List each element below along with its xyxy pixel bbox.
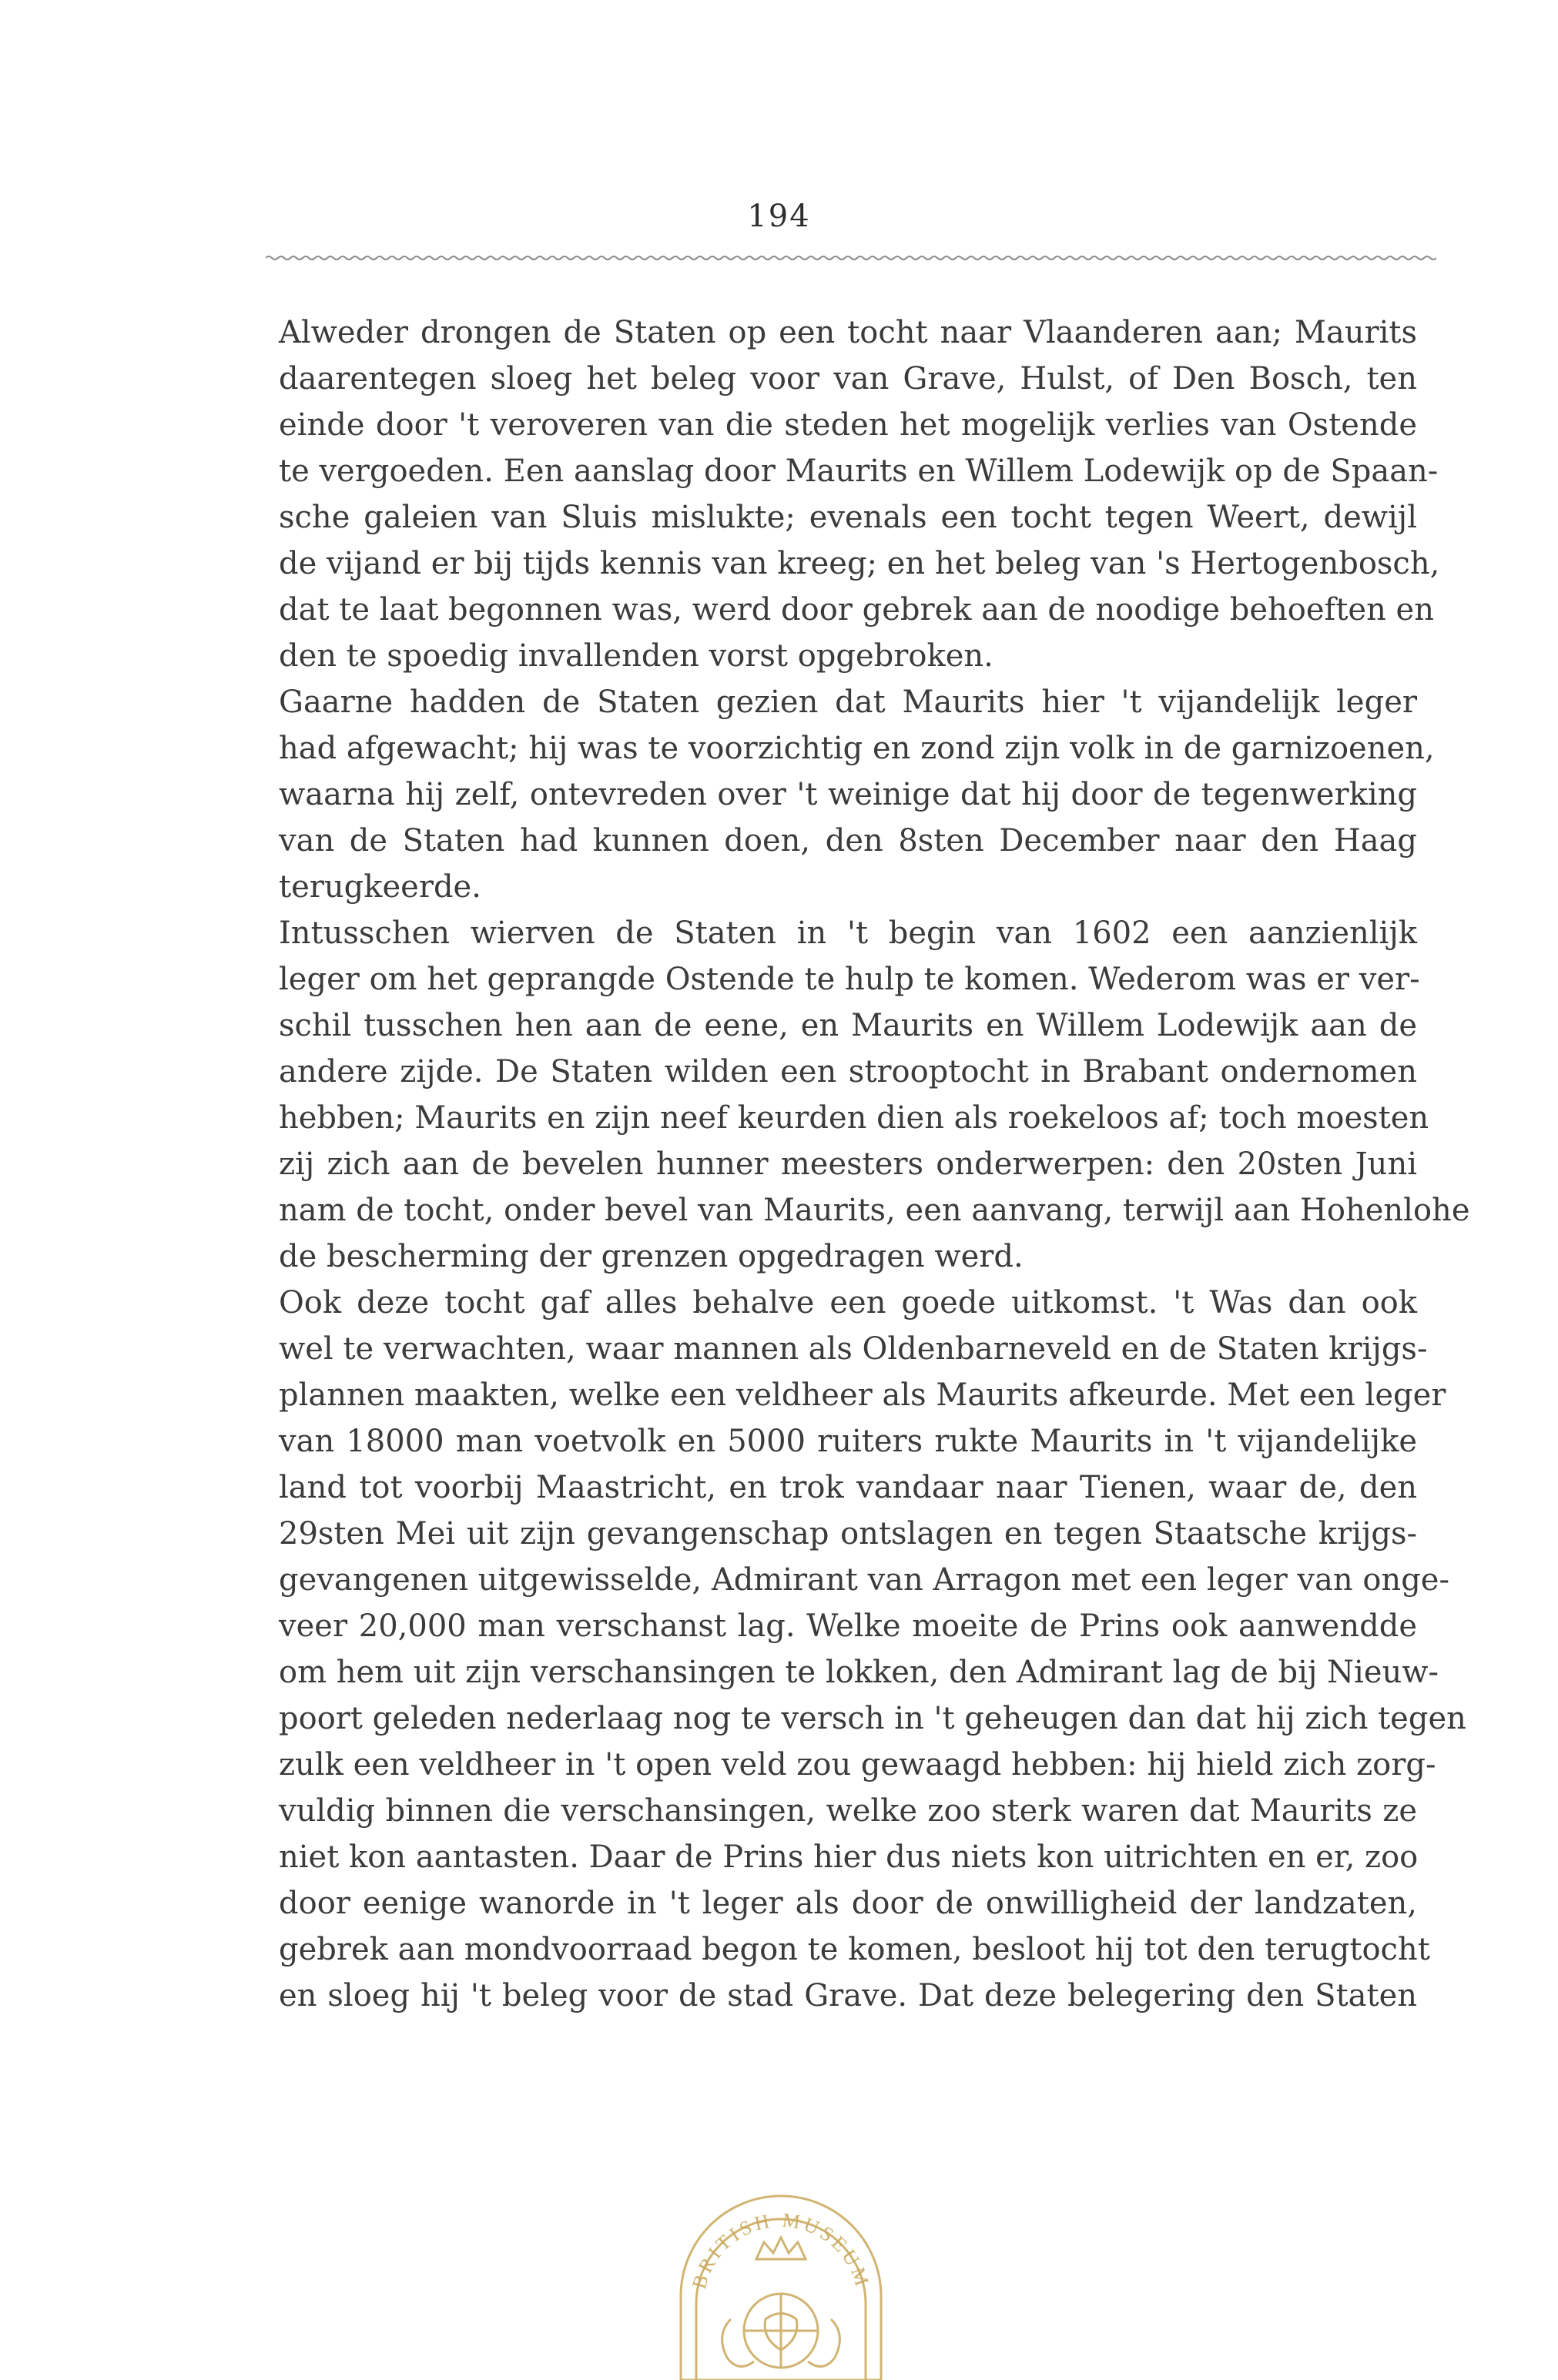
text-line: Gaarne hadden de Staten gezien dat Maurits hier 't vijandelijk leger — [279, 685, 1417, 720]
text-line: terugkeerde. — [279, 869, 481, 905]
text-line: sche galeien van Sluis mislukte; evenals een tocht tegen Weert, dewijl — [279, 500, 1417, 535]
text-line: daarentegen sloeg het beleg voor van Grave, Hulst, of Den Bosch, ten — [279, 361, 1417, 397]
text-line: land tot voorbij Maastricht, en trok vandaar naar Tienen, waar de, den — [279, 1470, 1417, 1505]
text-line: de vijand er bij tijds kennis van kreeg; en het beleg van 's Hertogenbosch, — [279, 546, 1440, 581]
text-line: schil tusschen hen aan de eene, en Maurits en Willem Lodewijk aan de — [279, 1008, 1417, 1043]
text-line: hebben; Maurits en zijn neef keurden dien als roekeloos af; toch moesten — [279, 1100, 1429, 1136]
header-wavy-rule — [266, 253, 1436, 263]
text-line: Alweder drongen de Staten op een tocht naar Vlaanderen aan; Maurits — [279, 315, 1417, 350]
text-line: andere zijde. De Staten wilden een strooptocht in Brabant ondernomen — [279, 1054, 1417, 1090]
text-line: niet kon aantasten. Daar de Prins hier dus niets kon uitrichten en er, zoo — [279, 1839, 1419, 1875]
text-line: nam de tocht, onder bevel van Maurits, een aanvang, terwijl aan Hohenlohe — [279, 1193, 1470, 1228]
text-line: en sloeg hij 't beleg voor de stad Grave. Dat deze belegering den Staten — [279, 1978, 1417, 2013]
text-line: poort geleden nederlaag nog te versch in 't geheugen dan dat hij zich tegen — [279, 1701, 1466, 1736]
page-number: 194 — [747, 199, 811, 234]
text-line: zulk een veldheer in 't open veld zou gewaagd hebben: hij hield zich zorg- — [279, 1747, 1436, 1782]
text-line: de bescherming der grenzen opgedragen werd. — [279, 1239, 1024, 1274]
text-line: van 18000 man voetvolk en 5000 ruiters rukte Maurits in 't vijandelijke — [279, 1424, 1417, 1459]
text-line: door eenige wanorde in 't leger als door de onwilligheid der landzaten, — [279, 1886, 1417, 1921]
text-line: dat te laat begonnen was, werd door gebrek aan de noodige behoeften en — [279, 592, 1434, 628]
text-line: om hem uit zijn verschansingen te lokken, den Admirant lag de bij Nieuw- — [279, 1655, 1439, 1690]
text-line: veer 20,000 man verschanst lag. Welke moeite de Prins ook aanwendde — [279, 1608, 1417, 1644]
stamp-text: BRITISH MUSEUM — [687, 2208, 875, 2291]
text-line: den te spoedig invallenden vorst opgebroken. — [279, 638, 993, 674]
text-line: waarna hij zelf, ontevreden over 't weinige dat hij door de tegenwerking — [279, 777, 1417, 812]
text-line: had afgewacht; hij was te voorzichtig en zond zijn volk in de garnizoenen, — [279, 731, 1435, 766]
text-line: einde door 't veroveren van die steden het mogelijk verlies van Ostende — [279, 407, 1417, 443]
text-line: Ook deze tocht gaf alles behalve een goede uitkomst. 't Was dan ook — [279, 1285, 1417, 1321]
text-line: zij zich aan de bevelen hunner meesters onderwerpen: den 20sten Juni — [279, 1146, 1417, 1182]
text-line: 29sten Mei uit zijn gevangenschap ontslagen en tegen Staatsche krijgs- — [279, 1516, 1417, 1552]
text-line: gebrek aan mondvoorraad begon te komen, besloot hij tot den terugtocht — [279, 1932, 1430, 1967]
text-line: gevangenen uitgewisselde, Admirant van Arragon met een leger van onge- — [279, 1562, 1449, 1598]
text-line: plannen maakten, welke een veldheer als Maurits afkeurde. Met een leger — [279, 1377, 1446, 1413]
text-line: van de Staten had kunnen doen, den 8sten December naar den Haag — [279, 823, 1417, 859]
body-text — [279, 310, 1470, 2019]
library-stamp-icon — [658, 2188, 904, 2380]
text-line: te vergoeden. Een aanslag door Maurits en Willem Lodewijk op de Spaan- — [279, 454, 1439, 489]
text-line: vuldig binnen die verschansingen, welke zoo sterk waren dat Maurits ze — [279, 1793, 1417, 1829]
text-line: Intusschen wierven de Staten in 't begin van 1602 een aanzienlijk — [279, 916, 1417, 951]
text-line: wel te verwachten, waar mannen als Oldenbarneveld en de Staten krijgs- — [279, 1331, 1428, 1367]
text-line: leger om het geprangde Ostende te hulp te komen. Wederom was er ver- — [279, 962, 1420, 997]
